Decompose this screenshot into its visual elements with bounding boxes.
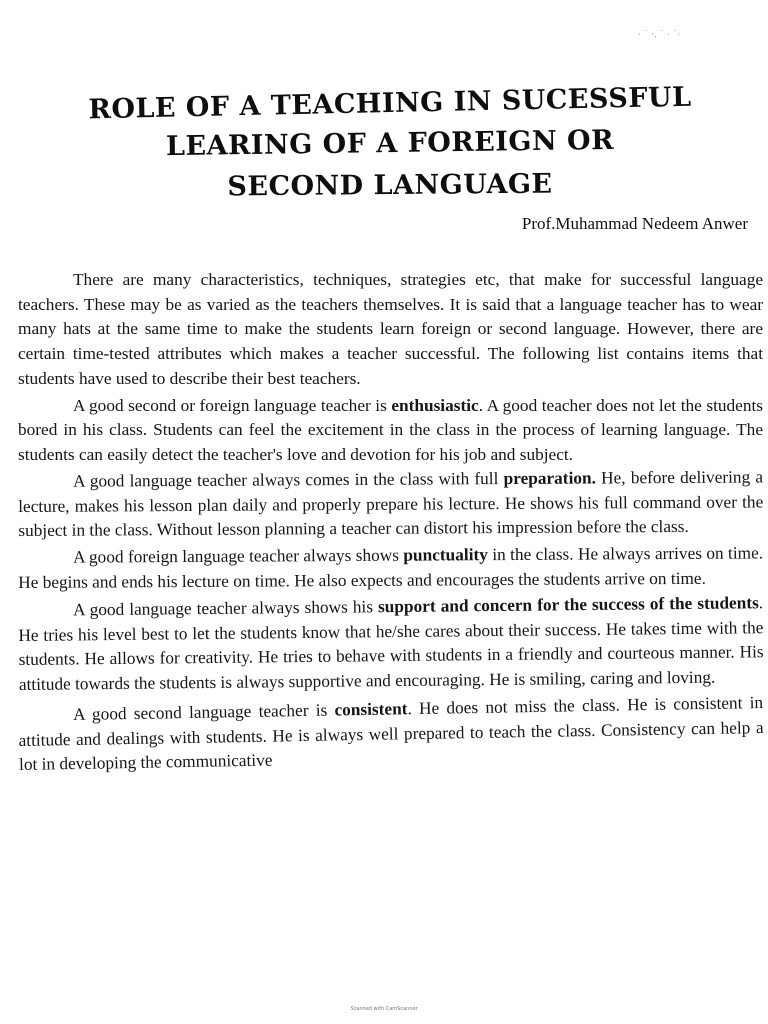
paragraph-enthusiastic [18,394,763,468]
paragraph-keyword: support and concern for the success of the students [377,593,759,617]
paragraph-text: There are many characteristics, techniques, strategies etc, that make for successful language teachers. These may be as varied as the teachers themselves. It is said that a language teacher has to wear many hats at the same time to make the students learn foreign or second language. However, there are certain time-tested attributes which makes a teacher successful. The following list contains items that students have used to describe their best teachers. [18,270,763,388]
paragraph-text: A good second language teacher is [73,700,335,724]
paragraph-keyword: consistent [334,699,408,720]
paragraph-keyword: preparation. [503,468,596,488]
paragraph-preparation [18,465,763,544]
paragraph-text: A good language teacher always shows his [73,597,379,620]
paragraph-text: . He does not miss the class. He is consistent in attitude and dealings with students. He is always well prepared to teach the class. Consistency can help a lot in developing the communicative [18,692,764,775]
paragraph-text: in the class. He always arrives on time. He begins and ends his lecture on time. He also expects and encourages the students arrive on time. [18,543,764,592]
paragraph-text: He, before delivering a lecture, makes his lesson plan daily and properly prepare his lecture. He shows his full command over the subject in the class. Without lesson planning a teacher can distort his impression before the class. [18,467,764,541]
paragraph-keyword: enthusiastic [391,395,479,415]
paragraph-text: A good foreign language teacher always shows [73,545,404,567]
title-line-3: SECOND LANGUAGE [227,168,553,203]
paragraph-keyword: punctuality [403,544,488,565]
author-name: Prof.Muhammad Nedeem Anwer [521,214,748,233]
paragraph-support [18,591,764,698]
title-line-1: ROLE OF A TEACHING IN SUCESSFUL [88,81,692,126]
paragraph-text: A good second or foreign language teacher is [73,395,392,415]
paragraph-text: A good language teacher always comes in the class with full [73,468,504,491]
paragraph-text: . A good teacher does not let the students bored in his class. Students can feel the excitement in the class in the process of learning language. The students can easily detect the teacher's love and devotion for his job and subject. [18,395,764,464]
article-body [18,268,763,780]
scan-smudge: · ˙ ·. ˙ · ˙· [638,30,681,40]
paragraph-intro [18,268,763,392]
scanner-footer: Scanned with CamScanner [350,1006,418,1012]
paragraph-text: . He tries his level best to let the students know that he/she cares about their success. He takes time with the students. He allows for creativity. He tries to behave with students in a friendly and courteous manner. His attitude towards the students is always supportive and encouraging. He is smiling, caring and loving. [18,593,764,695]
paragraph-punctuality [18,541,763,595]
paragraph-consistent [18,691,764,778]
title-line-2: LEARING OF A FOREIGN OR [165,124,615,163]
